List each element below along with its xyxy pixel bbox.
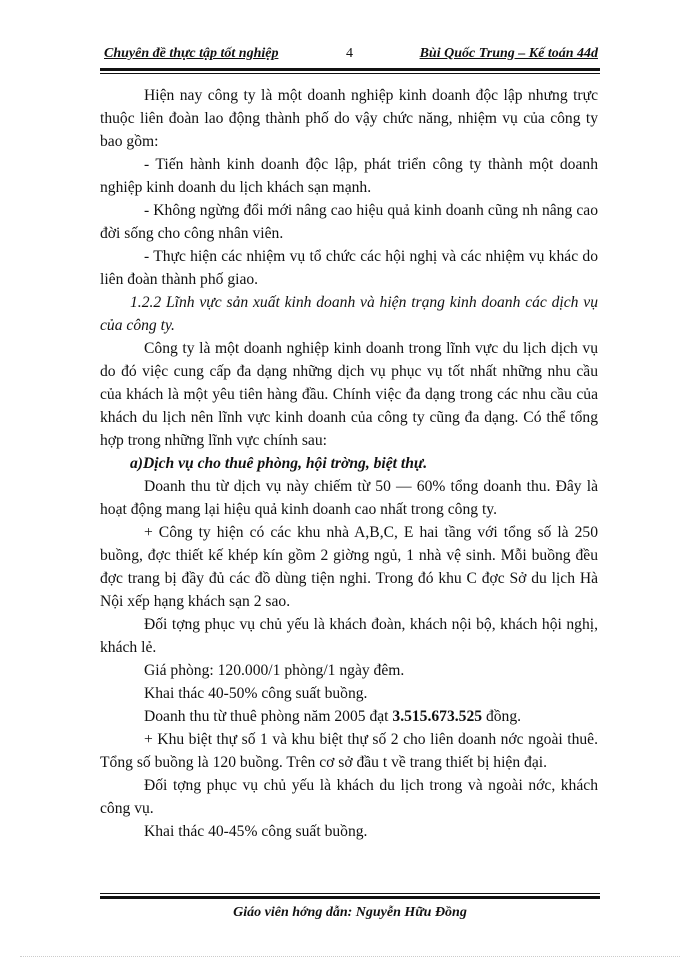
page-edge-divider: [20, 956, 680, 957]
paragraph-villa-occupancy: Khai thác 40-45% công suất buồng.: [144, 823, 368, 840]
paragraph-occupancy: Khai thác 40-50% công suất buồng.: [144, 685, 368, 702]
header-rule: [100, 68, 600, 74]
revenue-prefix: Doanh thu từ thuê phòng năm 2005 đạt: [144, 708, 393, 725]
paragraph-duty-1: - Tiến hành kinh doanh độc lập, phát triển công ty thành một doanh nghiệp kinh doanh du lịch khách sạn mạnh.: [100, 156, 598, 196]
paragraph-room-revenue: [100, 705, 598, 728]
paragraph-revenue-share: Doanh thu từ dịch vụ này chiếm từ 50 — 60% tổng doanh thu. Đây là hoạt động mang lại hiệu quả kinh doanh cao nhất trong công ty.: [100, 478, 598, 518]
page-number: 4: [346, 46, 353, 61]
paragraph-services-overview: Công ty là một doanh nghiệp kinh doanh trong lĩnh vực du lịch dịch vụ do đó việc cung cấp đa dạng những dịch vụ phục vụ tốt nhất những nhu cầu của khách là một yêu tiên hàng đầu. Chính việc đa dạng trong các nhu cầu của khách du lịch nên lĩnh vực kinh doanh của công ty cũng đa dạng. Có thể tổng hợp trong những lĩnh vực chính sau:: [100, 340, 598, 449]
paragraph-intro: Hiện nay công ty là một doanh nghiệp kinh doanh độc lập nhưng trực thuộc liên đoàn lao động thành phố do vậy chức năng, nhiệm vụ của công ty bao gồm:: [100, 87, 598, 150]
revenue-suffix: đồng.: [482, 708, 522, 725]
document-body: [100, 84, 598, 843]
page-footer: Giáo viên hớng dẫn: Nguyễn Hữu Đồng: [233, 905, 467, 920]
section-heading: 1.2.2 Lĩnh vực sản xuất kinh doanh và hiện trạng kinh doanh các dịch vụ của công ty.: [100, 294, 598, 334]
paragraph-duty-3: - Thực hiện các nhiệm vụ tổ chức các hội nghị và các nhiệm vụ khác do liên đoàn thành phố giao.: [100, 248, 598, 288]
revenue-amount: 3.515.673.525: [392, 708, 483, 725]
paragraph-room-price: Giá phòng: 120.000/1 phòng/1 ngày đêm.: [144, 662, 405, 679]
paragraph-villas: + Khu biệt thự số 1 và khu biệt thự số 2 cho liên doanh nớc ngoài thuê. Tổng số buồng là 120 buồng. Trên cơ sở đầu t về trang thiết bị hiện đại.: [100, 731, 598, 771]
header-title: Chuyên đề thực tập tốt nghiệp: [104, 46, 279, 61]
footer-rule: [100, 893, 600, 899]
header-author: Bùi Quốc Trung – Kế toán 44d: [419, 46, 598, 61]
paragraph-customers: Đối tợng phục vụ chủ yếu là khách đoàn, khách nội bộ, khách hội nghị, khách lẻ.: [100, 616, 598, 656]
paragraph-buildings: + Công ty hiện có các khu nhà A,B,C, E hai tầng với tổng số là 250 buồng, đợc thiết kế khép kín gồm 2 giờng ngủ, 1 nhà vệ sinh. Mỗi buồng đều đợc trang bị đầy đủ các đồ dùng tiện nghi. Trong đó khu C đợc Sở du lịch Hà Nội xếp hạng khách sạn 2 sao.: [100, 524, 598, 610]
subheading-room-rental: a)Dịch vụ cho thuê phòng, hội trờng, biệt thự.: [130, 455, 428, 472]
paragraph-duty-2: - Không ngừng đổi mới nâng cao hiệu quả kinh doanh cũng nh nâng cao đời sống cho công nhân viên.: [100, 202, 598, 242]
paragraph-villa-customers: Đối tợng phục vụ chủ yếu là khách du lịch trong và ngoài nớc, khách công vụ.: [100, 777, 598, 817]
page-header: [100, 44, 600, 66]
